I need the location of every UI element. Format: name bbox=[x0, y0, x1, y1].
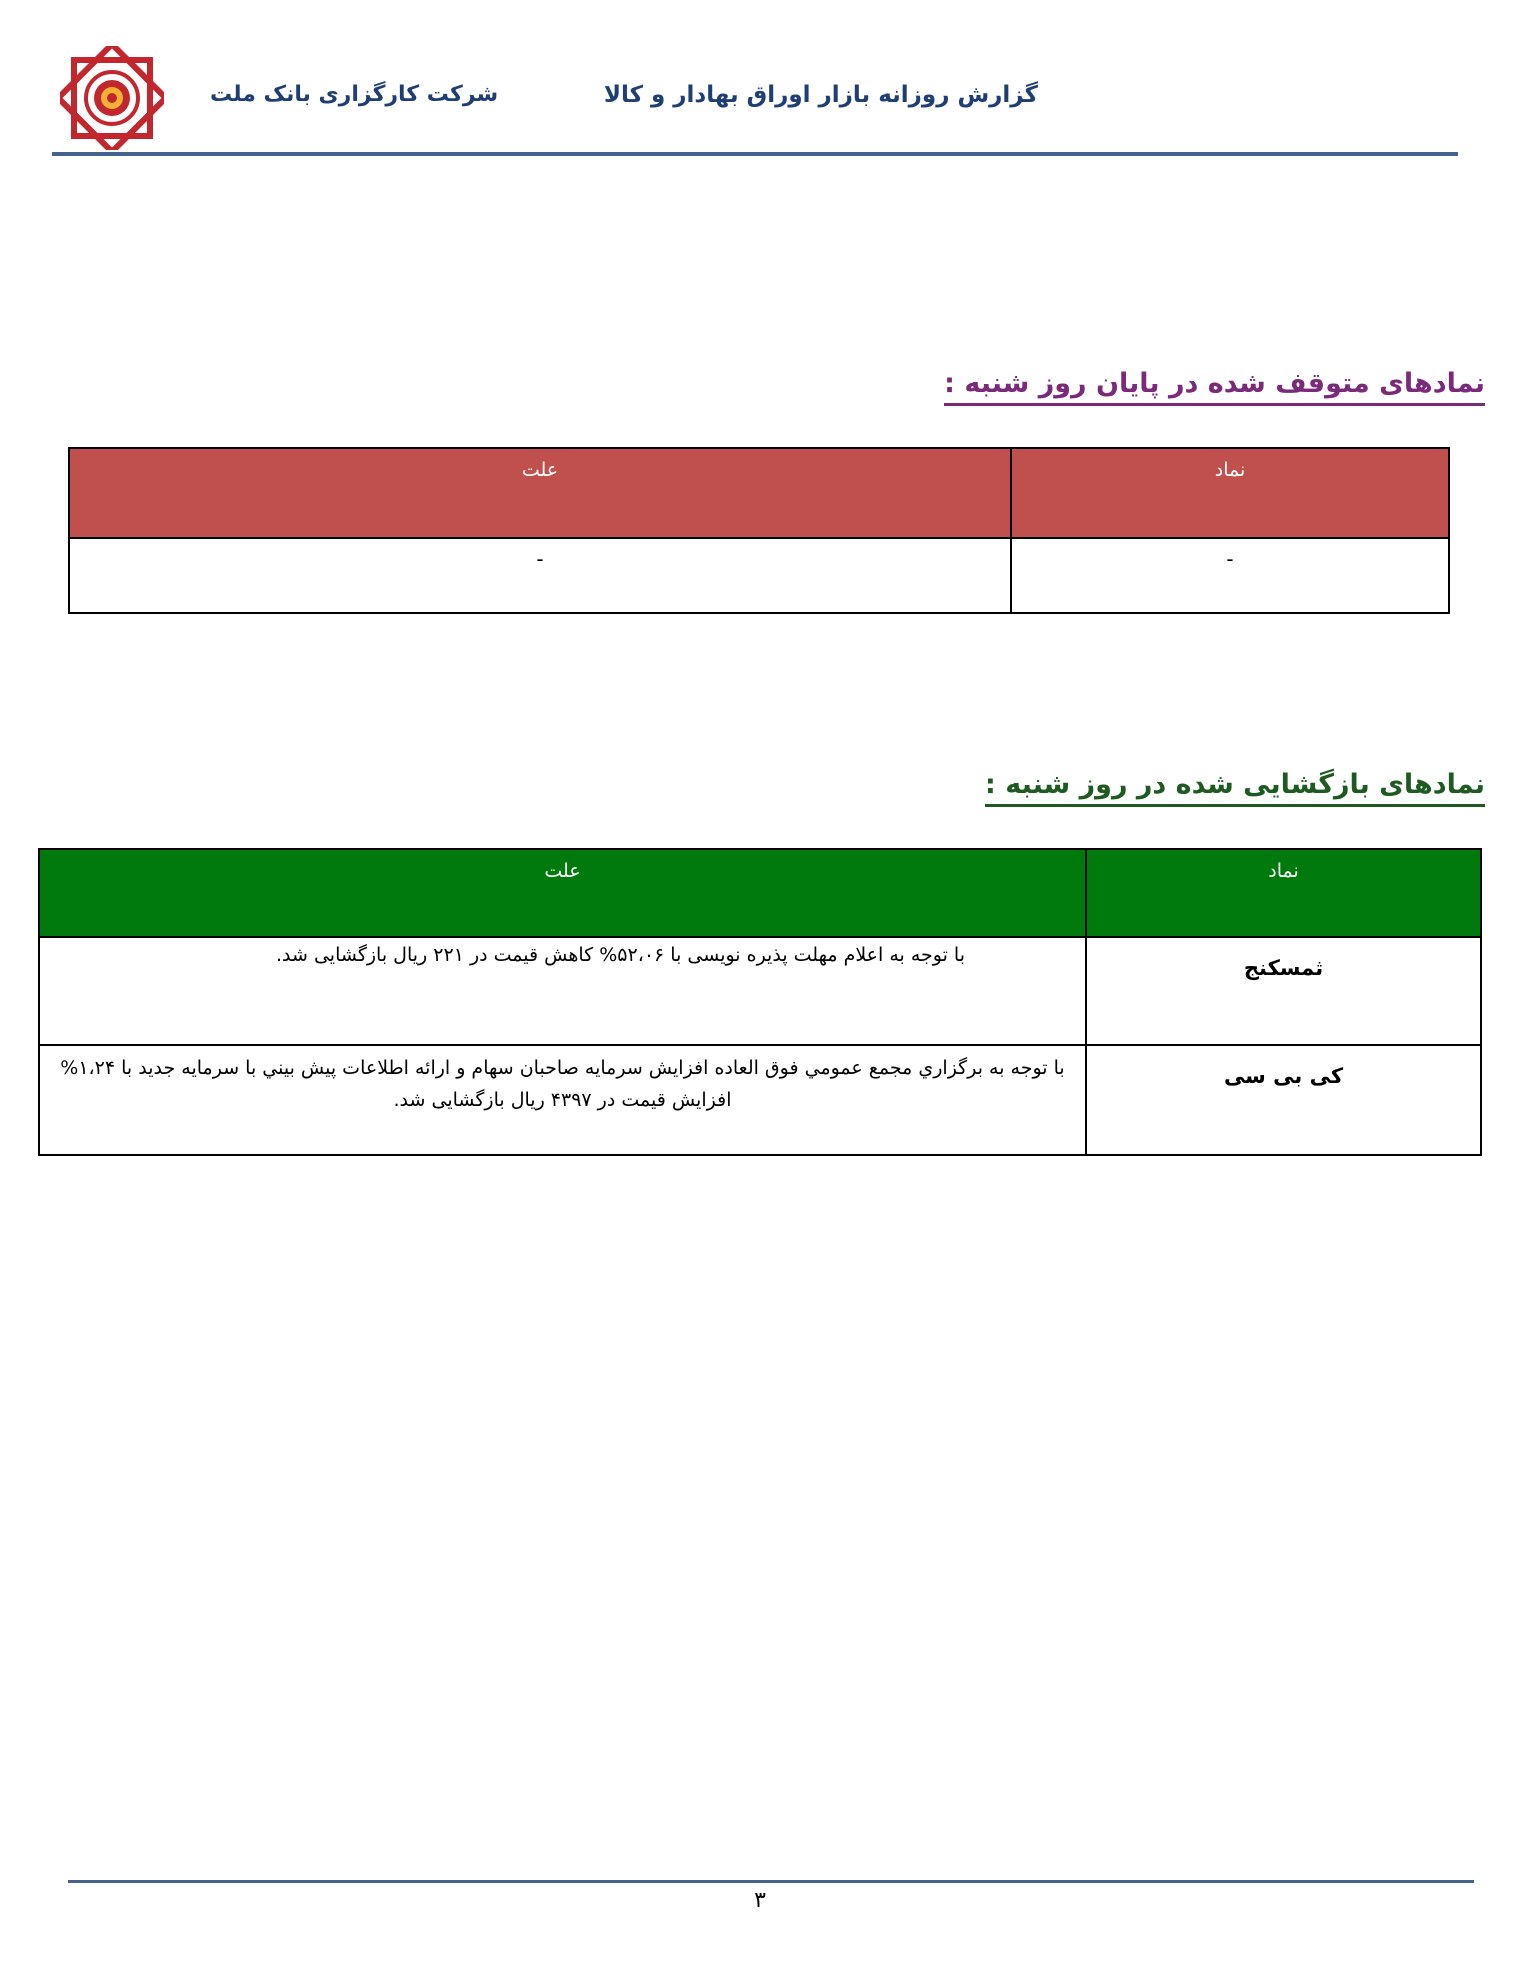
symbol-cell: کی بی سی bbox=[1086, 1045, 1481, 1155]
table-row bbox=[39, 1045, 1481, 1155]
reason-cell: - bbox=[69, 538, 1011, 613]
footer-divider bbox=[68, 1880, 1474, 1883]
report-title: گزارش روزانه بازار اوراق بهادار و کالا bbox=[603, 82, 1038, 108]
column-header-symbol: نماد bbox=[1011, 448, 1449, 538]
suspended-section-title: نمادهای متوقف شده در پایان روز شنبه : bbox=[944, 368, 1485, 406]
reason-cell: با توجه به اعلام مهلت پذیره نویسی با ۵۲،۰۶% کاهش قیمت در ۲۲۱ ریال بازگشایی شد. bbox=[39, 937, 1086, 1045]
company-name: شرکت کارگزاری بانک ملت bbox=[210, 82, 499, 107]
suspended-symbols-table bbox=[68, 447, 1450, 614]
reopened-symbols-table bbox=[38, 848, 1482, 1156]
symbol-cell: ثمسکنج bbox=[1086, 937, 1481, 1045]
column-header-symbol: نماد bbox=[1086, 849, 1481, 937]
header-divider bbox=[52, 152, 1458, 156]
column-header-reason: علت bbox=[69, 448, 1011, 538]
column-header-reason: علت bbox=[39, 849, 1086, 937]
table-row bbox=[69, 538, 1449, 613]
page-number: ۳ bbox=[754, 1888, 766, 1913]
reopened-section-title: نمادهای بازگشایی شده در روز شنبه : bbox=[985, 769, 1485, 807]
table-header-row bbox=[69, 448, 1449, 538]
symbol-cell: - bbox=[1011, 538, 1449, 613]
company-logo-icon bbox=[60, 46, 164, 150]
table-row bbox=[39, 937, 1481, 1045]
table-header-row bbox=[39, 849, 1481, 937]
reason-cell: با توجه به برگزاري مجمع عمومي فوق العاده افزايش سرمايه صاحبان سهام و ارائه اطلاعات پیش بيني با سرمايه جديد با ۱،۲۴% افزايش قیمت در ۴۳۹۷ ریال بازگشایی شد. bbox=[39, 1045, 1086, 1155]
